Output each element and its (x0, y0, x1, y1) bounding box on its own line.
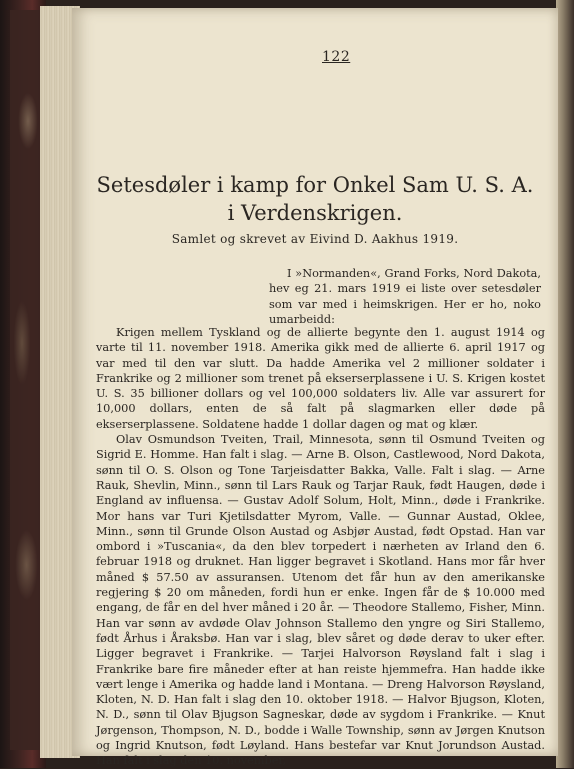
book-page (72, 8, 558, 768)
book-cover-right (556, 0, 574, 768)
paragraph-war-summary: Krigen mellem Tyskland og de allierte begynte den 1. august 1914 og varte til 11. november 1918. Amerika gikk med de allierte 6. april 1917 og var med til den var slutt. Da hadde Amerika vel 2 millioner soldater i Frankrike og 2 millioner som trenet på ekserserplassene i U. S. Krigen kostet U. S. 35 billioner dollars og vel 100,000 soldaters liv. Alle var assurert for 10,000 dollars, enten de så falt på slagmarken eller døde på ekserserplassene. Soldatene hadde 1 dollar dagen og mat og klær. (96, 326, 545, 431)
title-line-1: Setesdøler i kamp for Onkel Sam U. S. A. (96, 173, 534, 197)
byline: Samlet og skrevet av Eivind D. Aakhus 1919. (171, 232, 459, 246)
title-line-2: i Verdenskrigen. (227, 201, 403, 225)
intro-paragraph: I »Normanden«, Grand Forks, Nord Dakota, hev eg 21. mars 1919 ei liste over setesdøler som var med i heimskrigen. Her er ho, noko umarbeidd: (269, 267, 541, 326)
marbled-endpaper (10, 10, 40, 750)
page-number: 122 (322, 49, 351, 65)
paragraph-soldier-list: Olav Osmundson Tveiten, Trail, Minnesota, sønn til Osmund Tveiten og Sigrid E. Homme. Han falt i slag. — Arne B. Olson, Castlewood, Nord Dakota, sønn til O. S. Olson og Tone Tarjeisdatter Bakka, Valle. Falt i slag. — Arne Rauk, Shevlin, Minn., sønn til Lars Rauk og Tarjar Rauk, født Haugen, døde i England av influensa. — Gustav Adolf Solum, Holt, Minn., døde i Frankrike. Mor hans var Turi Kjetilsdatter Myrom, Valle. — Gunnar Austad, Oklee, Minn., sønn til Grunde Olson Austad og Asbjør Austad, født Opstad. Han var ombord i »Tuscania«, da den blev torpedert i nærheten av Irland den 6. februar 1918 og druknet. Han ligger begravet i Skotland. Hans mor får hver måned $ 57.50 av assuransen. Utenom det får hun av den amerikanske regjering $ 20 om måneden, fordi hun er enke. Ingen får de $ 10.000 med engang, de får en del hver måned i 20 år. — Theodore Stallemo, Fisher, Minn. Han var sønn av avdøde Olav Johnson Stallemo den yngre og Siri Stallemo, født Århus i Åraksbø. Han var i slag, blev såret og døde derav to uker efter. Ligger begravet i Frankrike. — Tarjei Halvorson Røysland falt i slag i Frankrike bare fire måneder efter at han reiste hjemmefra. Han hadde ikke vært lenge i Amerika og hadde land i Montana. — Dreng Halvorson Røysland, Kloten, N. D. Han falt i slag den 10. oktober 1918. — Halvor Bjugson, Kloten, N. D., sønn til Olav Bjugson Sagneskar, døde av sygdom i Frankrike. — Knut Jørgenson, Thompson, N. D., bodde i Walle Township, sønn av Jørgen Knutson og Ingrid Knutson, født Løyland. Hans bestefar var Knut Jorundson Austad. Han falt i slag den 10. november, (96, 433, 545, 768)
body-text (96, 325, 545, 769)
